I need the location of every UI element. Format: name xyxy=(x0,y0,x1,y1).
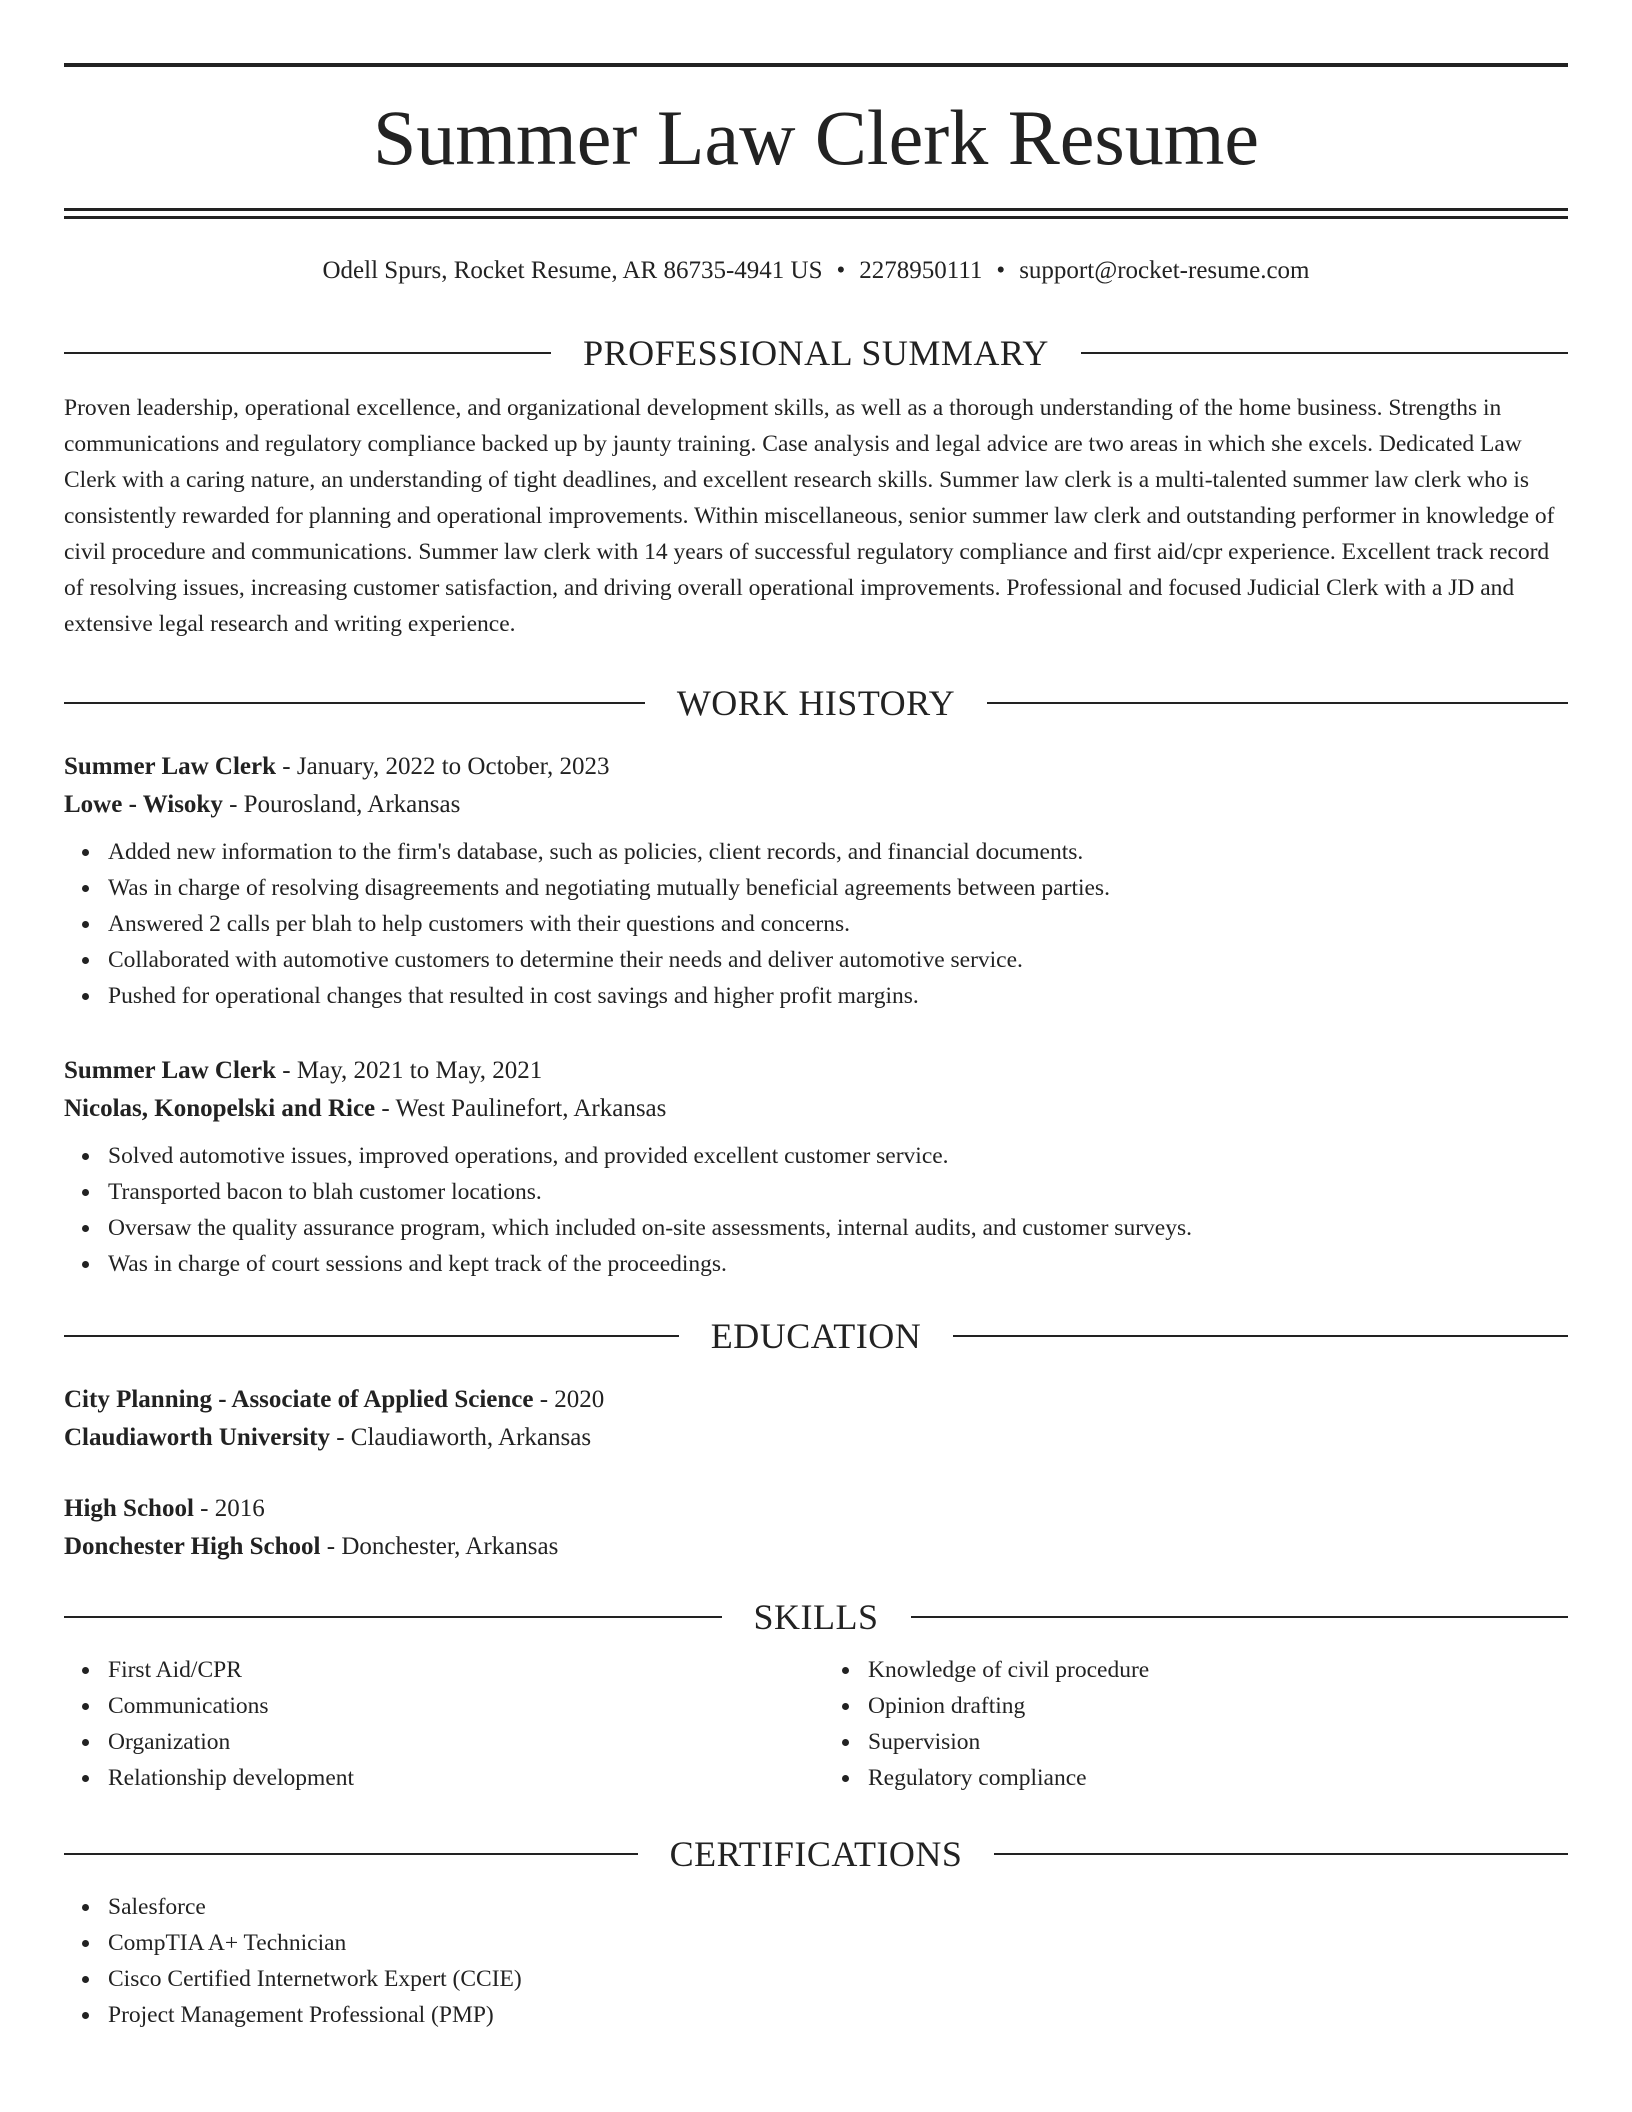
skills-section xyxy=(64,1594,1568,1796)
list-item: Regulatory compliance xyxy=(868,1760,1568,1796)
education-year: - 2016 xyxy=(193,1495,265,1522)
job-title: Summer Law Clerk xyxy=(64,1057,277,1084)
list-item: Cisco Certified Internetwork Expert (CCIE) xyxy=(108,1961,1568,1997)
contact-line xyxy=(64,254,1568,288)
heading-rule xyxy=(64,702,645,704)
list-item: Relationship development xyxy=(108,1760,808,1796)
education-location: - Claudiaworth, Arkansas xyxy=(329,1424,592,1451)
heading-rule xyxy=(64,1335,679,1337)
heading-rule xyxy=(64,1853,638,1855)
education-location: - Donchester, Arkansas xyxy=(320,1533,559,1560)
job-title-line xyxy=(64,748,1568,786)
list-item: Added new information to the firm's database, such as policies, client records, and financial documents. xyxy=(108,834,1568,870)
job-title-line xyxy=(64,1052,1568,1090)
contact-separator: • xyxy=(996,257,1006,284)
work-heading: WORK HISTORY xyxy=(676,683,956,723)
job-company-line xyxy=(64,786,1568,824)
section-heading xyxy=(64,330,1568,376)
education-degree: City Planning - Associate of Applied Science xyxy=(64,1386,534,1413)
list-item: First Aid/CPR xyxy=(108,1652,808,1688)
certifications-list xyxy=(64,1889,1568,2033)
contact-separator: • xyxy=(836,257,846,284)
job-bullets xyxy=(64,834,1568,1014)
heading-rule xyxy=(994,1853,1568,1855)
education-school-line xyxy=(64,1419,1568,1457)
list-item: Oversaw the quality assurance program, which included on-site assessments, internal audits, and customer surveys. xyxy=(108,1210,1568,1246)
education-school-line xyxy=(64,1528,1568,1566)
job-dates: - May, 2021 to May, 2021 xyxy=(276,1057,543,1084)
education-year: - 2020 xyxy=(533,1386,605,1413)
list-item: Communications xyxy=(108,1688,808,1724)
job-bullets xyxy=(64,1138,1568,1282)
skills-list-right xyxy=(808,1652,1568,1796)
education-degree: High School xyxy=(64,1495,194,1522)
list-item: Opinion drafting xyxy=(868,1688,1568,1724)
education-school: Donchester High School xyxy=(64,1533,321,1560)
heading-rule xyxy=(64,1616,722,1618)
section-heading xyxy=(64,1594,1568,1640)
education-section xyxy=(64,1313,1568,1359)
title-double-rule-lower xyxy=(64,216,1568,219)
top-rule xyxy=(64,63,1568,67)
list-item: Solved automotive issues, improved operations, and provided excellent customer service. xyxy=(108,1138,1568,1174)
list-item: Knowledge of civil procedure xyxy=(868,1652,1568,1688)
heading-rule xyxy=(64,352,551,354)
certifications-section xyxy=(64,1831,1568,2033)
education-heading: EDUCATION xyxy=(710,1316,922,1356)
skills-columns xyxy=(64,1652,1568,1796)
list-item: Was in charge of court sessions and kept track of the proceedings. xyxy=(108,1246,1568,1282)
list-item: Pushed for operational changes that resulted in cost savings and higher profit margins. xyxy=(108,978,1568,1014)
summary-heading: PROFESSIONAL SUMMARY xyxy=(583,333,1049,373)
list-item: CompTIA A+ Technician xyxy=(108,1925,1568,1961)
heading-rule xyxy=(987,702,1568,704)
education-entry xyxy=(64,1490,1568,1566)
certifications-heading: CERTIFICATIONS xyxy=(669,1834,963,1874)
job-company: Nicolas, Konopelski and Rice xyxy=(64,1095,376,1122)
section-heading xyxy=(64,1831,1568,1877)
job-location: - Pourosland, Arkansas xyxy=(222,791,461,818)
summary-text: Proven leadership, operational excellence, and organizational development skills, as well as a thorough understanding of the home business. Strengths in communications and regulatory compliance backed up by jaunty training. Case analysis and legal advice are two areas in which she excels. Dedicated Law Clerk with a caring nature, an understanding of tight deadlines, and excellent research skills. Summer law clerk is a multi-talented summer law clerk who is consistently rewarded for planning and operational improvements. Within miscellaneous, senior summer law clerk and outstanding performer in knowledge of civil procedure and communications. Summer law clerk with 14 years of successful regulatory compliance and first aid/cpr experience. Excellent track record of resolving issues, increasing customer satisfaction, and driving overall operational improvements. Professional and focused Judicial Clerk with a JD and extensive legal research and writing experience. xyxy=(64,395,1555,637)
education-degree-line xyxy=(64,1381,1568,1419)
job-entry xyxy=(64,1052,1568,1282)
resume-title: Summer Law Clerk Resume xyxy=(373,94,1259,181)
heading-rule xyxy=(953,1335,1568,1337)
heading-rule xyxy=(911,1616,1569,1618)
list-item: Collaborated with automotive customers to determine their needs and deliver automotive service. xyxy=(108,942,1568,978)
section-heading xyxy=(64,680,1568,726)
job-dates: - January, 2022 to October, 2023 xyxy=(276,753,610,780)
job-company-line xyxy=(64,1090,1568,1128)
education-degree-line xyxy=(64,1490,1568,1528)
section-heading xyxy=(64,1313,1568,1359)
list-item: Project Management Professional (PMP) xyxy=(108,1997,1568,2033)
list-item: Organization xyxy=(108,1724,808,1760)
summary-section xyxy=(64,330,1568,642)
list-item: Answered 2 calls per blah to help customers with their questions and concerns. xyxy=(108,906,1568,942)
education-school: Claudiaworth University xyxy=(64,1424,330,1451)
job-title: Summer Law Clerk xyxy=(64,753,277,780)
job-location: - West Paulinefort, Arkansas xyxy=(375,1095,667,1122)
title-double-rule-upper xyxy=(64,208,1568,211)
list-item: Was in charge of resolving disagreements and negotiating mutually beneficial agreements between parties. xyxy=(108,870,1568,906)
heading-rule xyxy=(1081,352,1568,354)
education-entry xyxy=(64,1381,1568,1457)
list-item: Salesforce xyxy=(108,1889,1568,1925)
list-item: Supervision xyxy=(868,1724,1568,1760)
skills-list-left xyxy=(64,1652,808,1796)
list-item: Transported bacon to blah customer locations. xyxy=(108,1174,1568,1210)
contact-phone: 2278950111 xyxy=(859,257,983,284)
skills-heading: SKILLS xyxy=(753,1597,879,1637)
contact-email: support@rocket-resume.com xyxy=(1019,257,1310,284)
job-entry xyxy=(64,748,1568,1014)
job-company: Lowe - Wisoky xyxy=(64,791,223,818)
work-section xyxy=(64,680,1568,726)
contact-address: Odell Spurs, Rocket Resume, AR 86735-4941 US xyxy=(322,257,823,284)
